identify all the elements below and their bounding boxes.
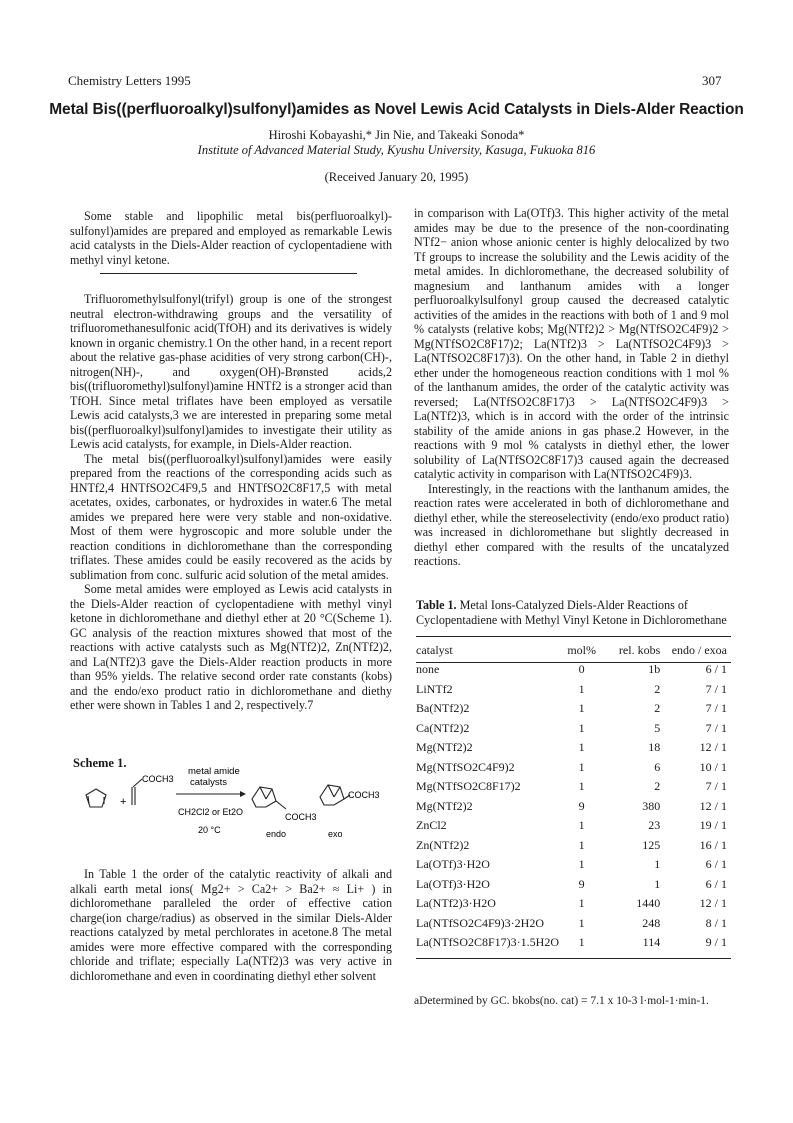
cell-catalyst: Mg(NTf2)2 bbox=[416, 740, 473, 755]
table-row bbox=[416, 777, 731, 797]
cell-endo-exo: 8 / 1 bbox=[705, 915, 727, 930]
header-kobs: rel. kobs bbox=[618, 642, 661, 657]
cell-catalyst: La(NTfSO2C4F9)3·2H2O bbox=[416, 915, 544, 930]
cell-catalyst: LiNTf2 bbox=[416, 681, 453, 696]
table-header-row bbox=[416, 640, 731, 660]
cell-mol: 1 bbox=[578, 759, 585, 774]
cell-endo-exo: 19 / 1 bbox=[699, 818, 727, 833]
paragraph: Trifluoromethylsulfonyl(trifyl) group is one of the strongest neutral electron-withdrawing groups and the versatility of trifluoromethanesulfonic acid(TfOH) and its derivatives is widely known in organic chemistry.1 On the other hand, in a recent report about the relative gas-phase acidities of very strong carbon(CH)-, nitrogen(NH)-, and oxygen(OH)-Brønsted acids,2 bis((trifluoromethyl)sulfonyl)amine HNTf2 is a stronger acid than TfOH. Since metal triflates have been employed as versatile Lewis acid catalysts,3 we are interested in preparing some metal bis((perfluoroalkyl)sulfonyl)amides to investigate their utility as Lewis acid catalysts, for example, in Diels-Alder reaction. bbox=[70, 292, 392, 451]
cell-mol: 1 bbox=[578, 915, 585, 930]
cell-kobs: 18 bbox=[648, 740, 661, 755]
paragraph: In Table 1 the order of the catalytic reactivity of alkali and alkali earth metal ions( Mg2+ > Ca2+ > Ba2+ ≈ Li+ ) in dichloromethane paralleled the order of effective cation charge(ion charge/radius) as observed in the similar Diels-Alder reactions catalyzed by metal perchlorates in acetone.8 The metal amides were more effective compared with the corresponding chloride and triflate; especially La(NTf2)3 was very active in dichloromethane and even in coordinating diethyl ether solvent bbox=[70, 867, 392, 983]
endo-product-structure bbox=[252, 787, 286, 809]
table-row bbox=[416, 758, 731, 778]
endo-group-label: COCH3 bbox=[285, 812, 317, 822]
cell-catalyst: ZnCl2 bbox=[416, 818, 447, 833]
cell-endo-exo: 12 / 1 bbox=[699, 740, 727, 755]
cell-mol: 1 bbox=[578, 740, 585, 755]
endo-label: endo bbox=[266, 829, 287, 839]
cell-kobs: 2 bbox=[654, 681, 661, 696]
left-column-body-2 bbox=[70, 867, 392, 983]
affiliation: Institute of Advanced Material Study, Kyushu University, Kasuga, Fukuoka 816 bbox=[197, 143, 596, 157]
exo-product-structure bbox=[320, 785, 350, 805]
cell-catalyst: La(OTf)3·H2O bbox=[416, 876, 490, 891]
cell-kobs: 2 bbox=[654, 701, 661, 716]
table-row bbox=[416, 894, 731, 914]
data-table bbox=[416, 640, 731, 953]
cell-endo-exo: 6 / 1 bbox=[705, 662, 727, 677]
cell-kobs: 1 bbox=[654, 857, 661, 872]
temperature-label: 20 °C bbox=[198, 825, 221, 835]
cell-endo-exo: 12 / 1 bbox=[699, 798, 727, 813]
cell-catalyst: Ba(NTf2)2 bbox=[416, 701, 470, 716]
cell-endo-exo: 7 / 1 bbox=[705, 720, 727, 735]
cell-endo-exo: 7 / 1 bbox=[705, 779, 727, 794]
article-title: Metal Bis((perfluoroalkyl)sulfonyl)amides as Novel Lewis Acid Catalysts in Diels-Alder Reaction bbox=[49, 101, 744, 118]
table-row bbox=[416, 836, 731, 856]
received-date: (Received January 20, 1995) bbox=[324, 170, 469, 184]
table-row bbox=[416, 660, 731, 680]
exo-label: exo bbox=[328, 829, 343, 839]
cell-catalyst: Mg(NTfSO2C4F9)2 bbox=[416, 759, 515, 774]
cell-kobs: 1440 bbox=[636, 896, 661, 911]
right-column-body bbox=[414, 206, 729, 569]
paragraph: Some metal amides were employed as Lewis acid catalysts in the Diels-Alder reaction of cyclopentadiene with methyl vinyl ketone in dichloromethane and diethyl ether at 20 °C(Scheme 1). GC analysis of the reaction mixtures showed that most of the reactions with active catalysts such as Mg(NTf2)2, Zn(NTf2)2, and La(NTf2)3 gave the Diels-Alder reaction products in more than 95% yields. The relative second order rate constants (kobs) and the endo/exo product ratio in dichloromethane and diethy ether were shown in Tables 1 and 2, respectively.7 bbox=[70, 582, 392, 712]
cell-endo-exo: 7 / 1 bbox=[705, 701, 727, 716]
table-row bbox=[416, 699, 731, 719]
table-footnote: aDetermined by GC. bkobs(no. cat) = 7.1 x 10-3 l·mol-1·min-1. bbox=[414, 995, 709, 1007]
exo-group-label: COCH3 bbox=[348, 790, 380, 800]
cell-catalyst: Mg(NTfSO2C8F17)2 bbox=[416, 779, 521, 794]
cell-mol: 1 bbox=[578, 681, 585, 696]
table-row bbox=[416, 797, 731, 817]
cell-mol: 9 bbox=[578, 876, 585, 891]
table-caption bbox=[416, 598, 736, 627]
cell-catalyst: none bbox=[416, 662, 440, 677]
cell-kobs: 248 bbox=[642, 915, 661, 930]
left-column-body bbox=[70, 292, 392, 713]
cell-mol: 0 bbox=[578, 662, 585, 677]
authors: Hiroshi Kobayashi,* Jin Nie, and Takeaki Sonoda* bbox=[268, 128, 525, 142]
catalyst-label-2: catalysts bbox=[190, 777, 227, 788]
table-caption-text: Metal Ions-Catalyzed Diels-Alder Reactions of Cyclopentadiene with Methyl Vinyl Ketone in Dichloromethane bbox=[416, 598, 727, 627]
mvk-group-label: COCH3 bbox=[142, 774, 174, 784]
cell-mol: 1 bbox=[578, 837, 585, 852]
table-row bbox=[416, 816, 731, 836]
table-row bbox=[416, 855, 731, 875]
table-row bbox=[416, 738, 731, 758]
table-row bbox=[416, 680, 731, 700]
cell-catalyst: Mg(NTf2)2 bbox=[416, 798, 473, 813]
cell-mol: 1 bbox=[578, 935, 585, 950]
abstract-text: Some stable and lipophilic metal bis(perfluoroalkyl)-sulfonyl)amides are prepared and employed as remarkable Lewis acid catalysts in the Diels-Alder reaction of cyclopentadiene with methyl vinyl ketone. bbox=[70, 209, 392, 267]
cell-catalyst: La(OTf)3·H2O bbox=[416, 857, 490, 872]
page-number: 307 bbox=[702, 73, 722, 88]
header-endo-exo: endo / exoa bbox=[671, 642, 727, 657]
cell-catalyst: La(NTfSO2C8F17)3·1.5H2O bbox=[416, 935, 559, 950]
cell-kobs: 1 bbox=[654, 876, 661, 891]
abstract-divider bbox=[100, 273, 357, 274]
journal-header: Chemistry Letters 1995 bbox=[68, 73, 191, 88]
cell-kobs: 2 bbox=[654, 779, 661, 794]
cell-kobs: 23 bbox=[648, 818, 661, 833]
cell-mol: 1 bbox=[578, 818, 585, 833]
cell-catalyst: Zn(NTf2)2 bbox=[416, 837, 470, 852]
cell-endo-exo: 6 / 1 bbox=[705, 876, 727, 891]
table-row bbox=[416, 914, 731, 934]
cell-kobs: 6 bbox=[654, 759, 661, 774]
table-row bbox=[416, 933, 731, 953]
cell-kobs: 125 bbox=[642, 837, 661, 852]
abstract bbox=[70, 209, 392, 267]
header-catalyst: catalyst bbox=[416, 642, 453, 657]
cell-catalyst: Ca(NTf2)2 bbox=[416, 720, 470, 735]
cell-mol: 1 bbox=[578, 720, 585, 735]
plus-sign: + bbox=[120, 796, 127, 808]
cell-endo-exo: 16 / 1 bbox=[699, 837, 727, 852]
table-top-rule bbox=[416, 636, 731, 637]
cell-kobs: 1b bbox=[648, 662, 661, 677]
table-row bbox=[416, 875, 731, 895]
catalyst-label: metal amide bbox=[188, 766, 240, 777]
header-mol: mol% bbox=[567, 642, 597, 657]
cell-endo-exo: 12 / 1 bbox=[699, 896, 727, 911]
cell-mol: 9 bbox=[578, 798, 585, 813]
solvent-label: CH2Cl2 or Et2O bbox=[178, 807, 244, 817]
cell-kobs: 380 bbox=[642, 798, 661, 813]
paragraph: in comparison with La(OTf)3. This higher activity of the metal amides may be due to the presence of the non-coordinating NTf2− anion whose anionic center is highly delocalized by two Tf groups to increase the solubility and the Lewis acidity of the metal amides. In dichloromethane, the decreased solubility of magnesium and lanthanum amides with a longer perfluoroalkylsulfonyl group caused the decreased catalytic activities of the amides in the reactions with both of 1 and 9 mol % catalysts (relative kobs; Mg(NTf2)2 > Mg(NTfSO2C4F9)2 > Mg(NTfSO2C8F17)2; La(NTf2)3 > La(NTfSO2C4F9)3 > La(NTfSO2C8F17)3). On the other hand, in Table 2 in diethyl ether under the homogeneous reaction conditions with 1 mol % of the lanthanum amides, the order of the catalytic activity was reversed; La(NTfSO2C8F17)3 > La(NTfSO2C4F9)3 > La(NTf2)3, which is in accord with the order of the intrinsic stability of the amide anions in gas phase.2 However, in the reactions with 9 mol % catalysts in diethyl ether, the lower solubility of La(NTfSO2C8F17)3 caused again the decreased catalytic activity in comparison with La(NTfSO2C4F9)3. bbox=[414, 206, 729, 481]
cell-endo-exo: 10 / 1 bbox=[699, 759, 727, 774]
paragraph: Interestingly, in the reactions with the lanthanum amides, the reaction rates were accelerated in both of dichloromethane and diethyl ether, while the stereoselectivity (endo/exo product ratio) was increased in dichloromethane but slightly decreased in diethyl ether compared with the results of the uncatalyzed reactions. bbox=[414, 481, 729, 568]
methyl-vinyl-ketone-structure bbox=[132, 779, 142, 805]
cell-mol: 1 bbox=[578, 896, 585, 911]
cell-mol: 1 bbox=[578, 701, 585, 716]
cyclopentadiene-structure bbox=[86, 789, 106, 807]
cell-endo-exo: 9 / 1 bbox=[705, 935, 727, 950]
table-label: Table 1. bbox=[416, 598, 457, 612]
arrow-head bbox=[240, 791, 246, 797]
cell-endo-exo: 7 / 1 bbox=[705, 681, 727, 696]
reaction-scheme bbox=[80, 765, 400, 840]
cell-catalyst: La(NTf2)3·H2O bbox=[416, 896, 496, 911]
table-row bbox=[416, 719, 731, 739]
cell-kobs: 114 bbox=[642, 935, 661, 950]
paragraph: The metal bis((perfluoroalkyl)sulfonyl)amides were easily prepared from the reactions of the corresponding acids such as HNTf2,4 HNTfSO2C4F9,5 and HNTfSO2C8F17,5 with metal acetates, oxides, carbonates, or hydroxides in water.6 The metal amides we prepared here were very stable and non-oxidative. Most of them were hygroscopic and more soluble under the reaction conditions in dichloromethane than the corresponding triflates. These amides could be easily recovered as the acids by sublimation from conc. sulfuric acid solution of the metal amides. bbox=[70, 451, 392, 582]
scheme-label: Scheme 1. bbox=[73, 756, 127, 770]
cell-kobs: 5 bbox=[654, 720, 661, 735]
cell-mol: 1 bbox=[578, 779, 585, 794]
cell-mol: 1 bbox=[578, 857, 585, 872]
table-bottom-rule bbox=[416, 958, 731, 959]
cell-endo-exo: 6 / 1 bbox=[705, 857, 727, 872]
